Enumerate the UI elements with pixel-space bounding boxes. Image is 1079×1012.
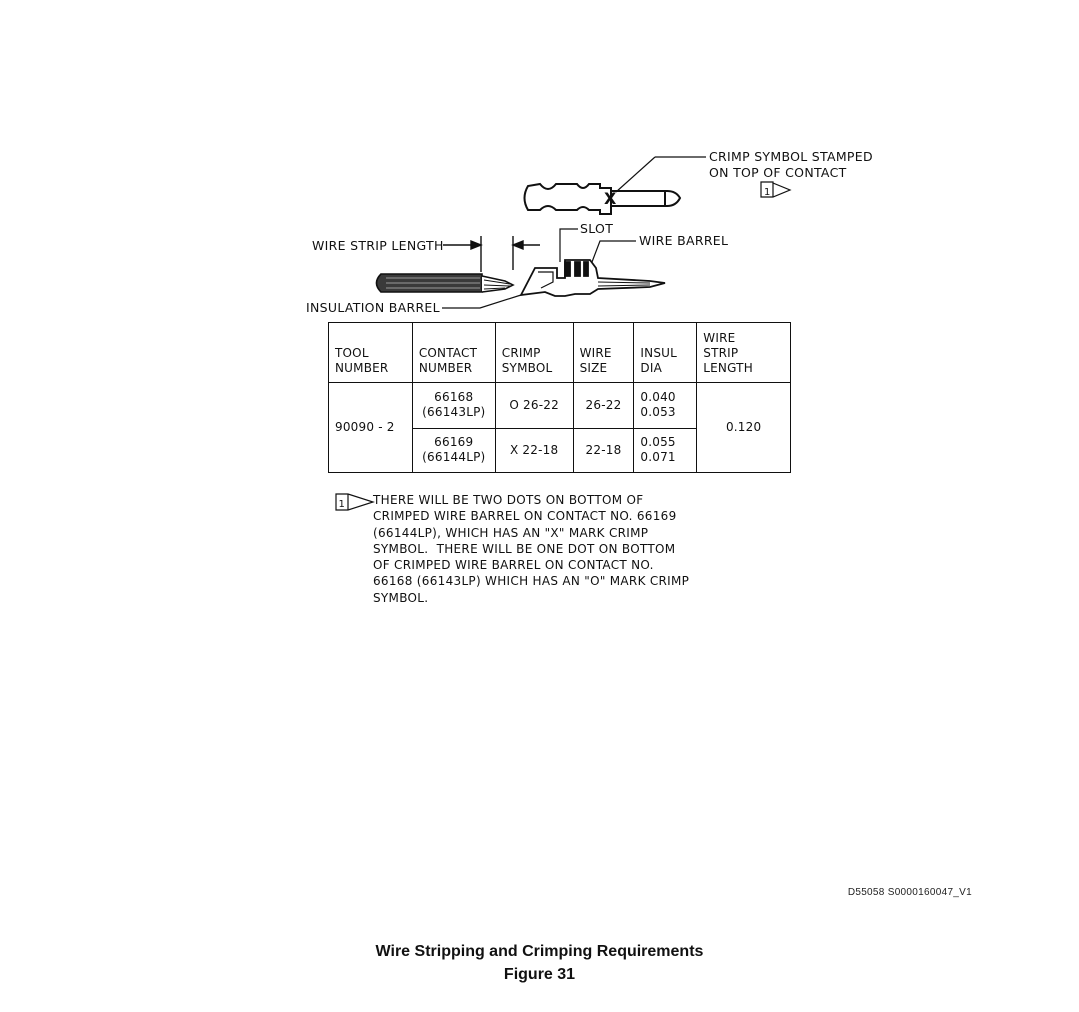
- contact-side-view: [521, 260, 665, 296]
- tool-number-cell: 90090 - 2: [329, 383, 413, 473]
- crimp-symbol-cell: X 22-18: [495, 428, 573, 473]
- caption-figure-number: Figure 31: [503, 966, 576, 983]
- note-text: [373, 492, 733, 606]
- wire-strip-length-label: WIRE STRIP LENGTH: [312, 238, 444, 253]
- header-wire-size: WIRE SIZE: [573, 323, 634, 383]
- insulation-barrel-label: INSULATION BARREL: [306, 300, 440, 315]
- table-row: [329, 383, 791, 429]
- slot-leader: [560, 229, 578, 262]
- note-line: SYMBOL.: [373, 590, 429, 605]
- header-contact-number: CONTACT NUMBER: [412, 323, 495, 383]
- document-id: D55058 S0000160047_V1: [847, 887, 972, 898]
- slot-label: SLOT: [580, 221, 614, 236]
- note-line: (66144LP), WHICH HAS AN "X" MARK CRIMP: [373, 525, 649, 540]
- header-crimp-symbol: CRIMP SYMBOL: [495, 323, 573, 383]
- wire-barrel-label: WIRE BARREL: [639, 233, 729, 248]
- note-line: OF CRIMPED WIRE BARREL ON CONTACT NO.: [373, 558, 654, 573]
- strip-length-cell: 0.120: [697, 383, 791, 473]
- strip-length-dimension: [443, 236, 540, 272]
- caption-title: Wire Stripping and Crimping Requirements: [375, 943, 704, 960]
- note-line: SYMBOL. THERE WILL BE ONE DOT ON BOTTOM: [373, 541, 676, 556]
- crimp-spec-table: [328, 322, 791, 473]
- crimp-symbol-cell: O 26-22: [495, 383, 573, 429]
- contact-top-view: [525, 184, 681, 214]
- note-line: CRIMPED WIRE BARREL ON CONTACT NO. 66169: [373, 509, 677, 524]
- crimp-symbol-label-line2: ON TOP OF CONTACT: [709, 165, 847, 180]
- header-tool-number: TOOL NUMBER: [329, 323, 413, 383]
- header-insul-dia: INSUL DIA: [634, 323, 697, 383]
- contact-number-cell: 66169 (66144LP): [412, 428, 495, 473]
- wire-size-cell: 22-18: [573, 428, 634, 473]
- header-wire-strip-length: WIRE STRIP LENGTH: [697, 323, 791, 383]
- crimp-symbol-label-line1: CRIMP SYMBOL STAMPED: [709, 149, 873, 164]
- contact-number-cell: 66168 (66143LP): [412, 383, 495, 429]
- wire-insulation: [377, 274, 514, 292]
- crimp-mark-x: X: [604, 189, 617, 208]
- flag-symbol-icon: [761, 182, 790, 198]
- insulation-barrel-leader: [442, 295, 521, 308]
- crimp-symbol-leader-diag: [616, 157, 655, 192]
- figure-caption: [0, 940, 1079, 986]
- note-line: THERE WILL BE TWO DOTS ON BOTTOM OF: [373, 493, 644, 507]
- wire-barrel-leader: [592, 241, 636, 262]
- flag-number: 1: [764, 187, 771, 198]
- insul-dia-cell: 0.055 0.071: [634, 428, 697, 473]
- note-flag-icon: [335, 492, 375, 512]
- note-line: 66168 (66143LP) WHICH HAS AN "O" MARK CRIMP: [373, 574, 690, 589]
- insul-dia-cell: 0.040 0.053: [634, 383, 697, 429]
- note-flag-number: 1: [338, 499, 345, 510]
- wire-size-cell: 26-22: [573, 383, 634, 429]
